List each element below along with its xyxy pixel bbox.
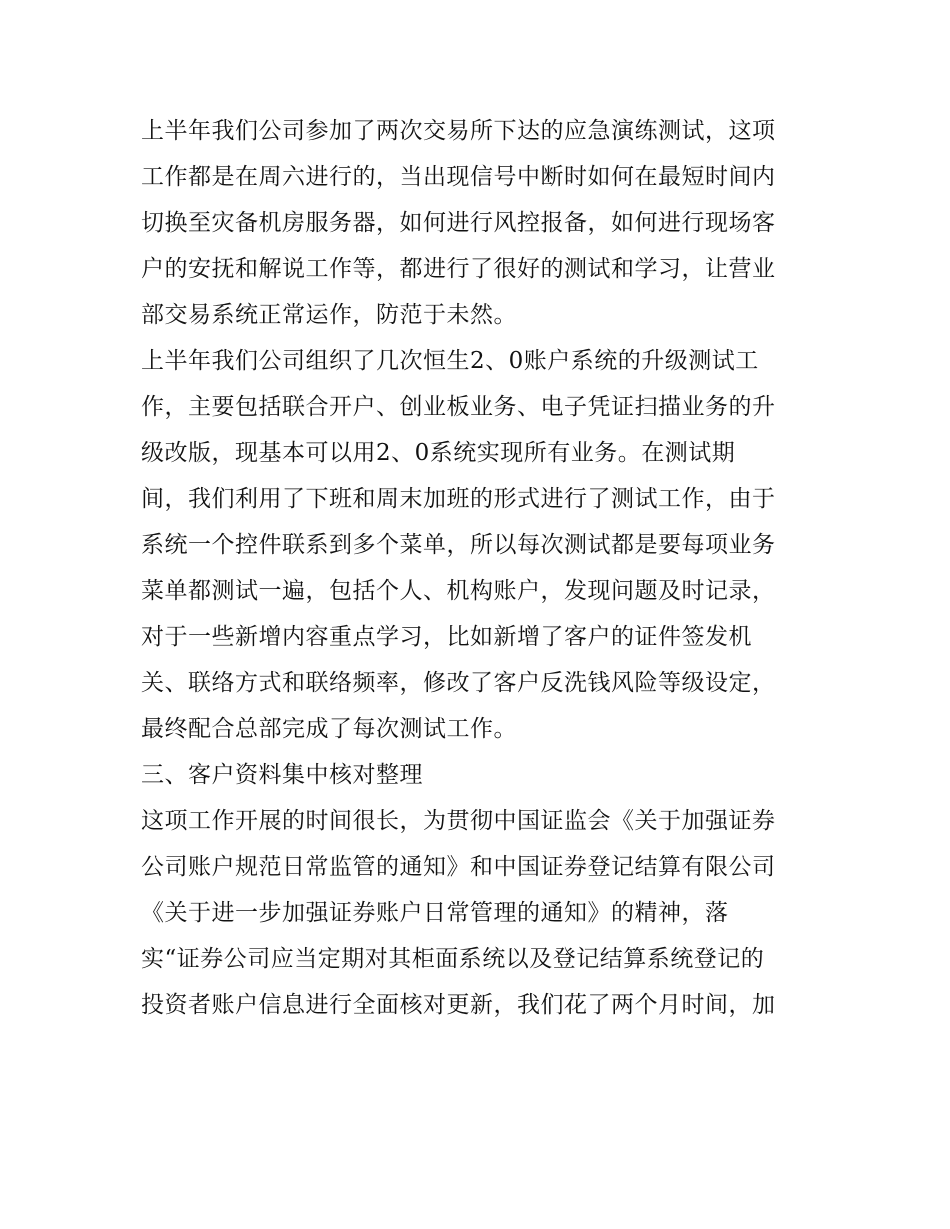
- text-line: 级改版，现基本可以用2、0系统实现所有业务。在测试期: [141, 440, 736, 466]
- text-line: 上半年我们公司参加了两次交易所下达的应急演练测试，这项: [141, 118, 776, 144]
- text-line: 关、联络方式和联络频率，修改了客户反洗钱风险等级设定，: [141, 670, 776, 696]
- text-line: 《关于进一步加强证券账户日常管理的通知》的精神，落: [141, 900, 729, 926]
- text-line: 对于一些新增内容重点学习，比如新增了客户的证件签发机: [141, 624, 752, 650]
- section-heading: 三、客户资料集中核对整理: [141, 762, 423, 788]
- text-line: 最终配合总部完成了每次测试工作。: [141, 716, 517, 742]
- text-line: 切换至灾备机房服务器，如何进行风控报备，如何进行现场客: [141, 210, 776, 236]
- text-line: 作，主要包括联合开户、创业板业务、电子凭证扫描业务的升: [141, 394, 776, 420]
- text-line: 这项工作开展的时间很长，为贯彻中国证监会《关于加强证券: [141, 808, 776, 834]
- text-line: 系统一个控件联系到多个菜单，所以每次测试都是要每项业务: [141, 532, 776, 558]
- document-body: [141, 108, 821, 1028]
- text-line: 菜单都测试一遍，包括个人、机构账户，发现问题及时记录，: [141, 578, 776, 604]
- text-line: 部交易系统正常运作，防范于未然。: [141, 302, 517, 328]
- text-line: 公司账户规范日常监管的通知》和中国证券登记结算有限公司: [141, 854, 776, 880]
- text-line: 间，我们利用了下班和周末加班的形式进行了测试工作，由于: [141, 486, 776, 512]
- text-line: 工作都是在周六进行的，当出现信号中断时如何在最短时间内: [141, 164, 776, 190]
- text-line: 投资者账户信息进行全面核对更新，我们花了两个月时间，加: [141, 992, 776, 1018]
- text-line: 上半年我们公司组织了几次恒生2、0账户系统的升级测试工: [141, 348, 759, 374]
- text-line: 实“证券公司应当定期对其柜面系统以及登记结算系统登记的: [141, 946, 765, 972]
- text-line: 户的安抚和解说工作等，都进行了很好的测试和学习，让营业: [141, 256, 776, 282]
